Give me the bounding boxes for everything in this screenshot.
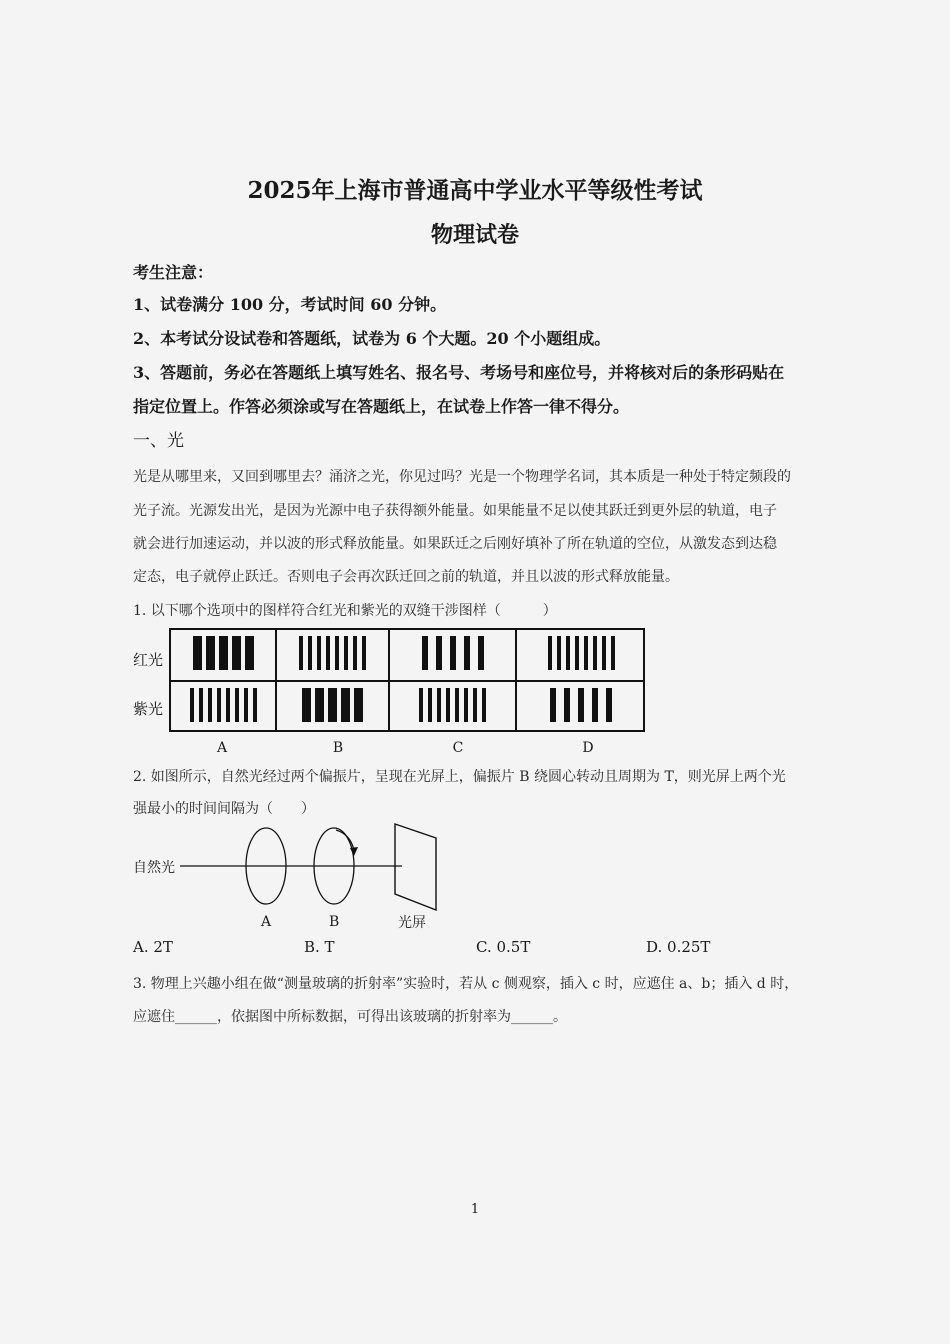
fringe-bar (362, 636, 366, 670)
fringe-bar (190, 688, 194, 722)
fringe-bar (464, 688, 468, 722)
option-c: C. 0.5T (476, 938, 531, 956)
fringe-bar (308, 636, 312, 670)
fringe-bar (611, 636, 615, 670)
fringe-bar (232, 636, 241, 670)
fringe-bar (354, 688, 363, 722)
fringe-bar (253, 688, 257, 722)
fringe-bar (578, 688, 584, 722)
fringe-bar (235, 688, 239, 722)
fringe-bar (593, 636, 597, 670)
fringe-bar (478, 636, 484, 670)
column-label-c: C (452, 740, 464, 756)
fringe-bar (464, 636, 470, 670)
passage-line: 光是从哪里来，又回到哪里去？涌济之光，你见过吗？光是一个物理学名词，其本质是一种处于特定频段的 (133, 469, 791, 485)
fringe-bar (550, 688, 556, 722)
fringe-bar (335, 636, 339, 670)
fringe-bar (606, 688, 612, 722)
fringe-bar (341, 688, 350, 722)
fringe-bar (317, 636, 321, 670)
fringe-bar (206, 636, 215, 670)
column-label-a: A (216, 740, 228, 756)
fringe-bar (592, 688, 598, 722)
option-a: A. 2T (133, 938, 173, 956)
fringe-bar (302, 688, 311, 722)
fringe-bar (419, 688, 423, 722)
question-3-line-2: 应遮住______，依据图中所标数据，可得出该玻璃的折射率为______。 (133, 1009, 567, 1025)
fringe-bar (428, 688, 432, 722)
fringe-bar (299, 636, 303, 670)
fringe-bar (584, 636, 588, 670)
fringe-bar (566, 636, 570, 670)
fringe-bar (446, 688, 450, 722)
table-divider (171, 680, 643, 682)
polarizer-a-label: A (261, 914, 272, 930)
fringe-bar (422, 636, 428, 670)
question-3-line-1: 3. 物理上兴趣小组在做“测量玻璃的折射率”实验时，若从 c 侧观察，插入 c 时，应遮住 a、b；插入 d 时， (133, 976, 799, 992)
fringe-bar (564, 688, 570, 722)
fringe-bar (450, 636, 456, 670)
question-2-line-1: 2. 如图所示，自然光经过两个偏振片，呈现在光屏上，偏振片 B 绕圆心转动且周期为 T，则光屏上两个光 (133, 769, 786, 785)
polarizer-b-label: B (329, 914, 340, 930)
fringe-bar (245, 636, 254, 670)
row-label-red: 红光 (133, 651, 164, 669)
fringe-bar (244, 688, 248, 722)
fringe-bar (575, 636, 579, 670)
column-label-b: B (332, 740, 344, 756)
page-number: 1 (470, 1202, 480, 1217)
fringe-bar (315, 688, 324, 722)
notice-item-1: 1、试卷满分 100 分，考试时间 60 分钟。 (133, 295, 447, 314)
fringe-bar (226, 688, 230, 722)
fringe-bar (328, 688, 337, 722)
section-heading: 一、光 (133, 431, 184, 451)
notice-item-3-line-1: 3、答题前，务必在答题纸上填写姓名、报名号、考场号和座位号，并将核对后的条形码贴在 (133, 363, 785, 382)
option-d: D. 0.25T (646, 938, 711, 956)
question-2-line-2: 强最小的时间间隔为（ ） (133, 801, 315, 817)
notice-item-2: 2、本考试分设试卷和答题纸，试卷为 6 个大题。20 个小题组成。 (133, 329, 611, 348)
fringe-bar (473, 688, 477, 722)
fringe-bar (199, 688, 203, 722)
fringe-bar (193, 636, 202, 670)
fringe-bar (436, 636, 442, 670)
fringe-bar (557, 636, 561, 670)
exam-subtitle: 物理试卷 (430, 222, 519, 248)
fringe-bar (217, 688, 221, 722)
fringe-bar (353, 636, 357, 670)
question-1-text: 1. 以下哪个选项中的图样符合红光和紫光的双缝干涉图样（ ） (133, 603, 557, 619)
exam-title: 2025年上海市普通高中学业水平等级性考试 (247, 177, 703, 204)
passage-line: 光子流。光源发出光，是因为光源中电子获得额外能量。如果能量不足以使其跃迁到更外层的轨道，电子 (133, 503, 777, 519)
column-label-d: D (582, 740, 594, 756)
screen-label: 光屏 (398, 915, 426, 931)
natural-light-label: 自然光 (133, 860, 175, 876)
row-label-violet: 紫光 (133, 700, 164, 718)
arrow-head-icon (350, 847, 358, 856)
fringe-bar (602, 636, 606, 670)
fringe-bar (437, 688, 441, 722)
fringe-bar (548, 636, 552, 670)
fringe-bar (482, 688, 486, 722)
interference-pattern-table (169, 628, 645, 732)
option-b: B. T (304, 938, 335, 956)
passage-line: 定态，电子就停止跃迁。否则电子会再次跃迁回之前的轨道，并且以波的形式释放能量。 (133, 569, 679, 585)
fringe-bar (455, 688, 459, 722)
passage-line: 就会进行加速运动，并以波的形式释放能量。如果跃迁之后刚好填补了所在轨道的空位，从激发态到达稳 (133, 536, 777, 552)
light-screen (395, 824, 436, 910)
notice-heading: 考生注意： (133, 263, 214, 282)
fringe-bar (326, 636, 330, 670)
notice-item-3-line-2: 指定位置上。作答必须涂或写在答题纸上，在试卷上作答一律不得分。 (133, 397, 630, 416)
fringe-bar (344, 636, 348, 670)
fringe-bar (208, 688, 212, 722)
fringe-bar (219, 636, 228, 670)
